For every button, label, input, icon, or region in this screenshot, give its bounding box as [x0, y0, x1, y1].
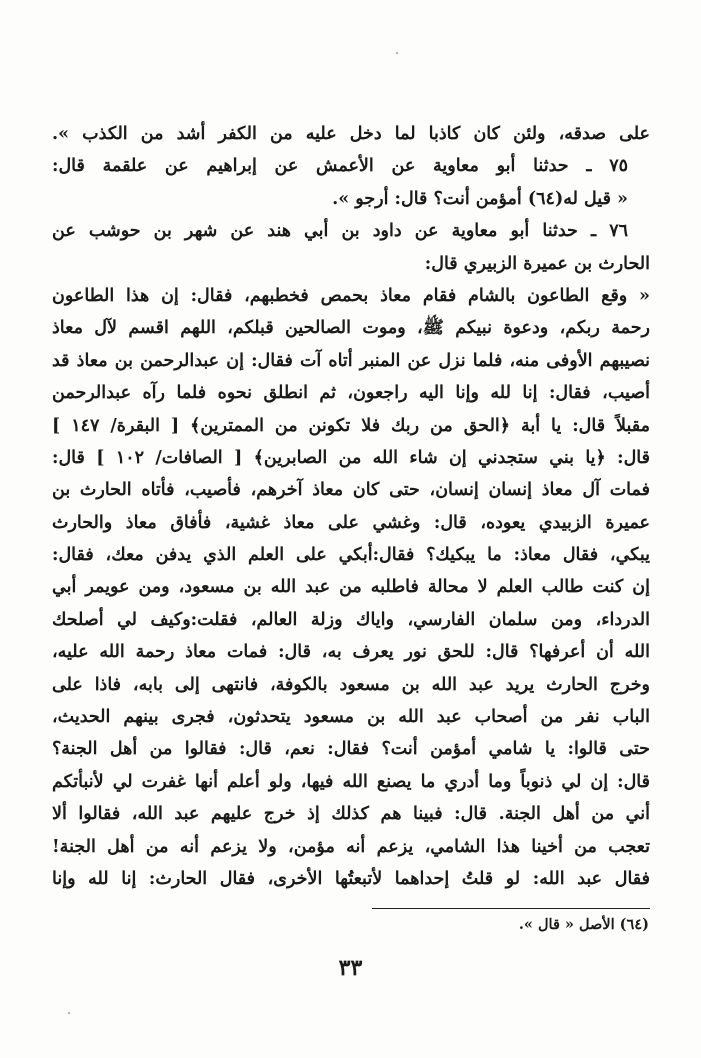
text-line: ٧٦ ـ حدثنا أبو معاوية عن داود بن أبي هند عن شهر بن حوشب عن: [52, 221, 628, 242]
text-line: يبكي، فقال معاذ: ما يبكيك؟ فقال:أبكي على العلم الذي يدفن معك، فقال:: [52, 545, 650, 566]
paper-speck: [396, 52, 398, 54]
text-line: إن كنت طالب العلم لا محالة فاطلبه من عبد الله بن مسعود، ومن عويمر أبي: [52, 577, 650, 598]
text-line: « وقع الطاعون بالشام فقام معاذ بحمص فخطبهم، فقال: إن هذا الطاعون: [52, 285, 650, 306]
text-line: أني من أهل الجنة. قال: فبينا هم كذلك إذ خرج عليهم عبد الله، فقالوا ألا: [52, 804, 650, 825]
text-line: الحارث بن عميرة الزبيري قال:: [424, 253, 650, 274]
text-line: أصيب، فقال: إنا لله وإنا اليه راجعون، ثم انطلق نحوه فلما رآه عبدالرحمن: [52, 383, 650, 404]
text-line: فمات آل معاذ إنسان إنسان، حتى كان معاذ آخرهم، فأصيب، فأتاه الحارث بن: [52, 480, 650, 501]
body-text: [52, 118, 650, 895]
text-line: نصيبهم الأوفى منه، فلما نزل عن المنبر أتاه آت فقال: إن عبدالرحمن بن معاذ قد: [52, 350, 650, 371]
page-number: ٣٣: [338, 955, 363, 981]
text-line: الدرداء، ومن سلمان الفارسي، واياك وزلة العالم، فقلت:وكيف لي أصلحك: [52, 609, 650, 630]
text-line: قال: إن لي ذنوباً وما أدري ما يصنع الله فيها، ولو أعلم أنها غفرت لي لأنبأتكم: [52, 771, 650, 792]
text-line: عميرة الزبيدي يعوده، قال: وغشي على معاذ غشية، فأفاق معاذ والحارث: [52, 512, 650, 533]
text-line: « قيل له(٦٤) أمؤمن أنت؟ قال: أرجو ».: [332, 188, 628, 209]
text-line: رحمة ربكم، ودعوة نبيكم ﷺ، وموت الصالحين قبلكم، اللهم اقسم لآل معاذ: [52, 318, 650, 339]
footnote-divider: [372, 908, 650, 909]
text-line: ٧٥ ـ حدثنا أبو معاوية عن الأعمش عن إبراهيم عن علقمة قال:: [52, 156, 628, 177]
text-line: الباب نفر من أصحاب عبد الله بن مسعود يتحدثون، فجرى بينهم الحديث،: [52, 707, 650, 728]
paper-speck: [68, 1012, 70, 1014]
text-line: حتى قالوا: يا شامي أمؤمن أنت؟ فقال: نعم، قال: فقالوا من أهل الجنة؟: [52, 739, 650, 760]
text-line: فقال عبد الله: لو قلتُ إحداهما لأتبعتُها الأخرى، فقال الحارث: إنا لله وإنا: [52, 868, 650, 889]
footnote: (٦٤) الأصل « قال ».: [518, 916, 649, 933]
text-line: تعجب من أخينا هذا الشامي، يزعم أنه مؤمن، ولا يزعم أنه من أهل الجنة!: [52, 836, 650, 857]
text-line: وخرج الحارث يريد عبد الله بن مسعود بالكوفة، فانتهى إلى بابه، فاذا على: [52, 674, 650, 695]
text-line: مقبلاً قال: يا أبة ﴿الحق من ربك فلا تكونن من الممترين﴾ [ البقرة/ ١٤٧ ]: [52, 415, 650, 436]
text-line: على صدقه، ولئن كان كاذبا لما دخل عليه من الكفر أشد من الكذب ».: [52, 124, 650, 144]
text-line: قال: ﴿يا بني ستجدني إن شاء الله من الصابرين﴾ [ الصافات/ ١٠٢ ] قال:: [52, 447, 650, 468]
text-line: الله أن أعرفها؟ قال: للحق نور يعرف به، قال: فمات معاذ رحمة الله عليه،: [52, 642, 650, 663]
